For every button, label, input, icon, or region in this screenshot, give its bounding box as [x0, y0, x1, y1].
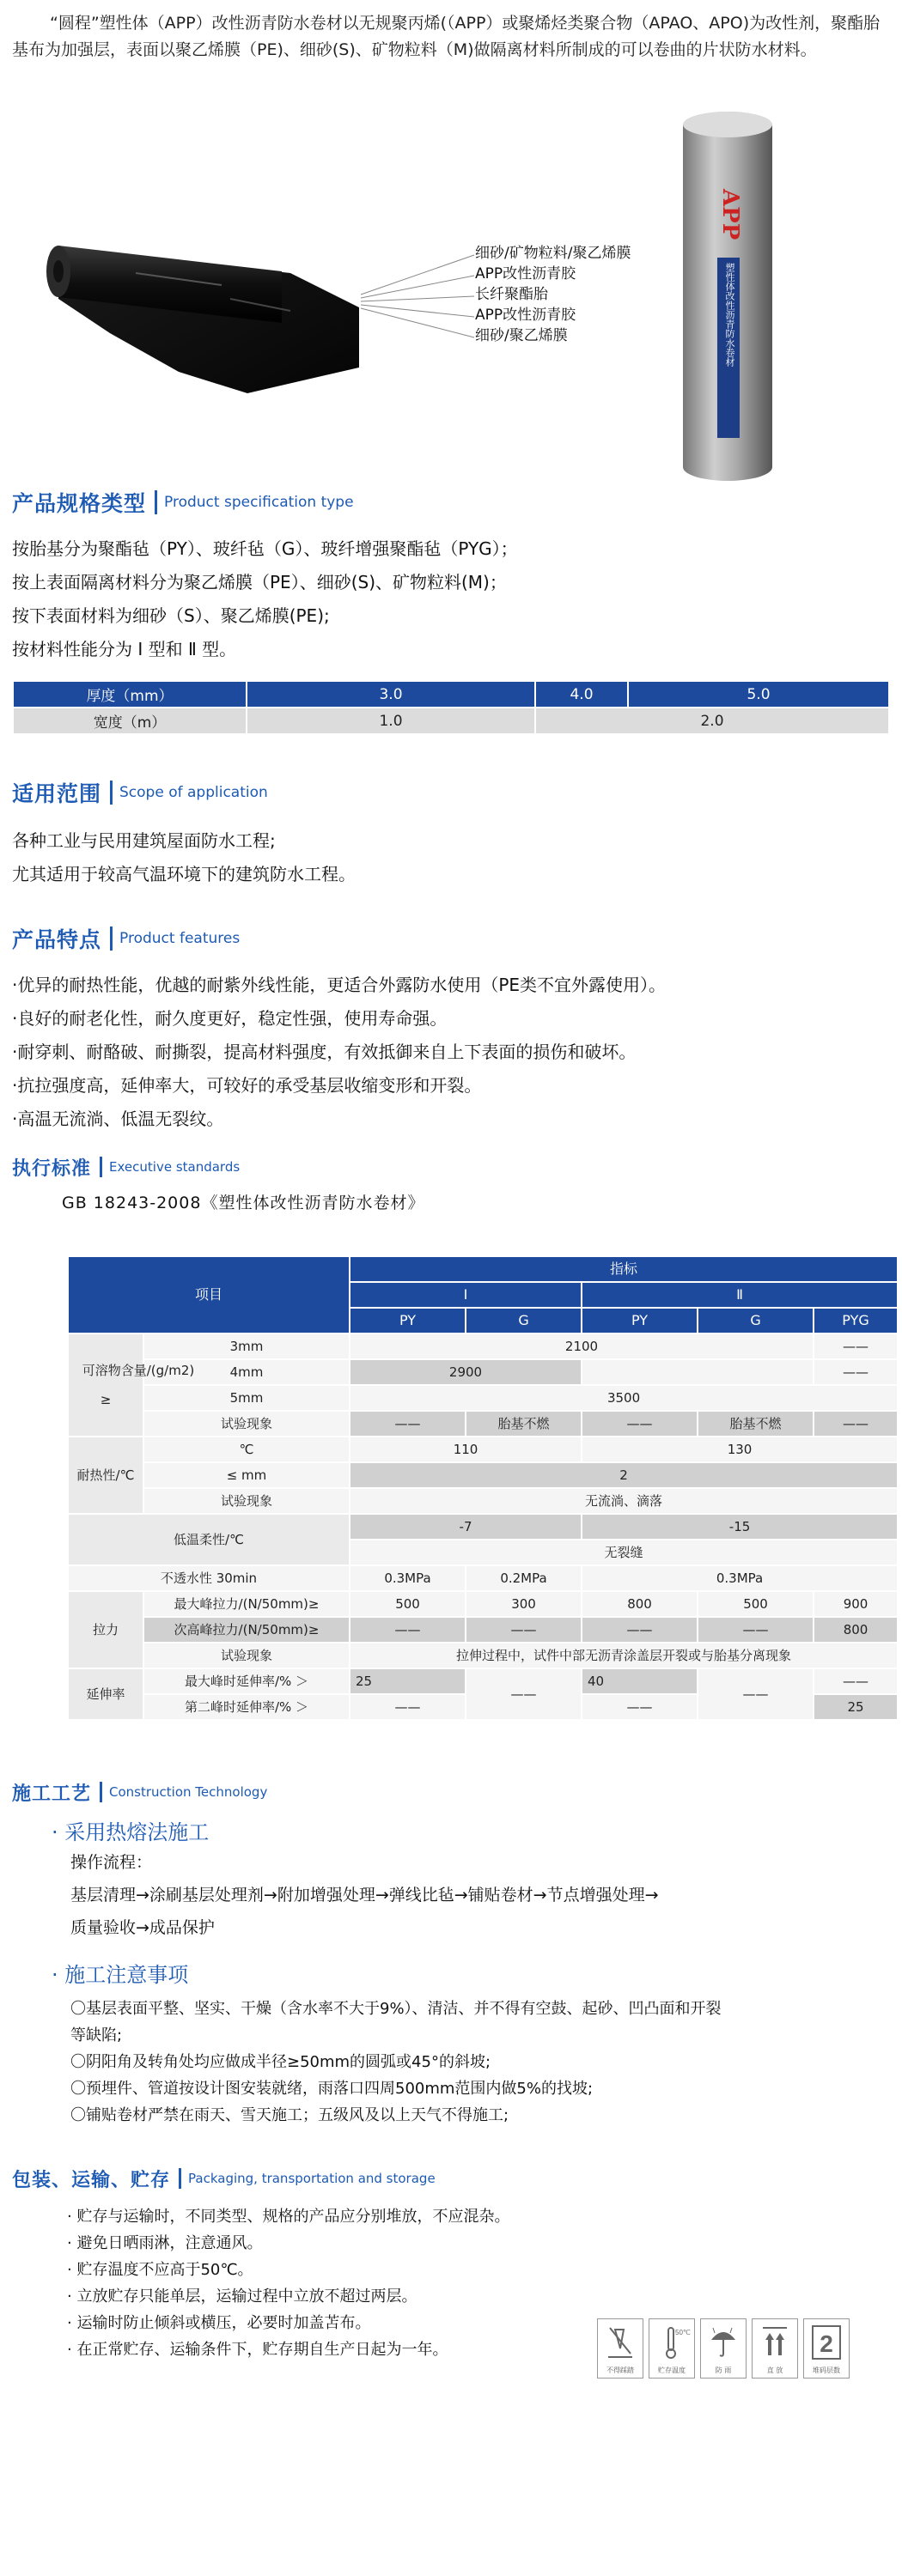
spec-line: 按材料性能分为 Ⅰ 型和 Ⅱ 型。	[12, 639, 237, 659]
cell-value: ——	[814, 1411, 898, 1437]
layer-item: 细砂/聚乙烯膜	[475, 327, 568, 344]
sub-label: 第二峰时延伸率/% ＞	[143, 1694, 350, 1720]
section-title-cn: 产品规格类型	[12, 491, 147, 516]
divider	[100, 1782, 102, 1802]
spec-section-heading	[12, 488, 354, 517]
empty-cell	[582, 1359, 814, 1385]
sub-label: 3mm	[143, 1334, 350, 1359]
heat-label: 耐热性/℃	[76, 1467, 135, 1483]
cell-value: 130	[582, 1437, 898, 1462]
sub-label: 试验现象	[143, 1488, 350, 1514]
cell-value: ——	[350, 1617, 466, 1643]
method-subtitle: · 采用热熔法施工	[52, 1820, 210, 1844]
divider	[100, 1157, 102, 1177]
section-title-cn: 产品特点	[12, 927, 102, 952]
layer-item: 长纤聚酯胎	[475, 286, 548, 303]
spec-description	[12, 532, 518, 666]
sub-label: 最大峰时延伸率/% ＞	[143, 1668, 350, 1694]
sub-label: 4mm	[143, 1359, 350, 1385]
row-label-solubles	[68, 1334, 195, 1437]
spec-line: 按下表面材料为细砂（S）、聚乙烯膜(PE);	[12, 605, 330, 626]
header-col: PY	[582, 1308, 698, 1334]
cell-value: ——	[350, 1694, 466, 1720]
storage-section-heading	[12, 2164, 436, 2193]
ge-symbol: ≥	[100, 1392, 112, 1407]
umbrella-icon	[700, 2318, 747, 2379]
cell-value: 2100	[350, 1334, 814, 1359]
layer-leader-lines	[361, 245, 477, 352]
cold-label: 低温柔性/℃	[174, 1532, 244, 1547]
sub-label: ≤ mm	[143, 1462, 350, 1488]
flow-line: 基层清理→涂刷基层处理剂→附加增强处理→弹线比毡→铺贴卷材→节点增强处理→	[70, 1886, 659, 1905]
section-title-en: Construction Technology	[109, 1784, 268, 1800]
elongation-label: 延伸率	[86, 1686, 125, 1702]
cell-value: ——	[582, 1411, 698, 1437]
construction-section-heading	[12, 1777, 267, 1807]
cell-value: 800	[814, 1617, 898, 1643]
cell-value: ——	[582, 1617, 698, 1643]
roll-product-text: 塑性体改性沥青防水卷材	[724, 263, 735, 367]
thickness-value: 4.0	[535, 681, 628, 708]
divider	[110, 927, 113, 951]
sub-label: 试验现象	[143, 1411, 350, 1437]
header-index: 指标	[350, 1256, 898, 1282]
sub-label: 最大峰拉力/(N/50mm)≥	[143, 1591, 350, 1617]
flow-steps	[70, 1879, 659, 1944]
section-title-en: Product features	[119, 930, 241, 947]
sub-label: 次高峰拉力/(N/50mm)≥	[143, 1617, 350, 1643]
upright-arrows-icon	[752, 2318, 798, 2379]
header-col: PYG	[814, 1308, 898, 1334]
flow-line: 质量验收→成品保护	[70, 1918, 215, 1937]
cell-value: ——	[698, 1617, 814, 1643]
thickness-value: 5.0	[628, 681, 889, 708]
spec-table	[12, 680, 890, 735]
intro-paragraph: “圆程”塑性体（APP）改性沥青防水卷材以无规聚丙烯(（APP）或聚烯烃类聚合物（APAO、APO)为改性剂，聚酯胎基布为加强层，表面以聚乙烯膜（PE)、细砂(S)、矿物粒料（M)做隔离材料所制成的可以卷曲的片状防水材料。	[12, 14, 881, 59]
cell-value: ——	[350, 1411, 466, 1437]
row-label-water: 不透水性 30min	[68, 1565, 350, 1591]
cell-value: ——	[814, 1359, 898, 1385]
standard-text: GB 18243-2008《塑性体改性沥青防水卷材》	[62, 1194, 425, 1212]
header-item: 项目	[68, 1256, 350, 1334]
section-title-cn: 施工工艺	[12, 1783, 92, 1805]
scope-description	[12, 824, 356, 891]
cell-value: 无裂缝	[350, 1540, 898, 1565]
width-value: 1.0	[247, 708, 535, 734]
section-title-en: Product specification type	[164, 494, 354, 511]
temperature-value: 50℃	[675, 2329, 691, 2336]
note-line: 〇铺贴卷材严禁在雨天、雪天施工；五级风及以上天气不得施工;	[70, 2106, 509, 2124]
stack-limit-icon	[803, 2318, 850, 2379]
membrane-roll-image	[33, 222, 359, 393]
flow-label: 操作流程：	[70, 1853, 153, 1872]
scope-line: 尤其适用于较高气温环境下的建筑防水工程。	[12, 864, 356, 884]
spec-line: 按上表面隔离材料分为聚乙烯膜（PE）、细砂(S)、矿物粒料(M)；	[12, 572, 507, 592]
cell-value: 40	[582, 1668, 698, 1694]
cell-value: 胎基不燃	[466, 1411, 582, 1437]
section-title-en: Executive standards	[109, 1159, 241, 1175]
feature-item: ·高温无流淌、低温无裂纹。	[12, 1109, 224, 1129]
icon-caption: 贮存温度	[658, 2366, 686, 2374]
spec-line: 按胎基分为聚酯毡（PY）、玻纤毡（G）、玻纤增强聚酯毡（PYG）；	[12, 538, 518, 559]
cell-value: 0.2MPa	[466, 1565, 582, 1591]
indicator-table	[67, 1255, 899, 1721]
cell-value: 500	[350, 1591, 466, 1617]
icon-caption: 防 雨	[715, 2366, 732, 2374]
cell-value: ——	[466, 1617, 582, 1643]
note-line: 〇基层表面平整、坚实、干燥（含水率不大于9%）、清洁、并不得有空鼓、起砂、凹凸面和开裂	[70, 2000, 722, 2018]
cell-value: ——	[814, 1334, 898, 1359]
thickness-value: 3.0	[247, 681, 535, 708]
features-list	[12, 969, 666, 1136]
section-title-cn: 执行标准	[12, 1157, 92, 1180]
scope-section-heading	[12, 778, 268, 807]
row-label-heat	[68, 1437, 143, 1514]
cell-value: 2900	[350, 1359, 582, 1385]
header-col: G	[698, 1308, 814, 1334]
cell-value: -15	[582, 1514, 898, 1540]
cell-value: ——	[466, 1668, 582, 1720]
header-col: PY	[350, 1308, 466, 1334]
storage-item: · 避免日晒雨淋，注意通风。	[67, 2234, 263, 2252]
note-line: 等缺陷;	[70, 2026, 123, 2044]
storage-item: · 贮存与运输时，不同类型、规格的产品应分别堆放，不应混杂。	[67, 2208, 510, 2226]
feature-item: ·优异的耐热性能，优越的耐紫外线性能，更适合外露防水使用（PE类不宜外露使用）。	[12, 975, 667, 995]
temperature-icon	[649, 2318, 695, 2379]
storage-item: · 运输时防止倾斜或横压，必要时加盖苫布。	[67, 2314, 371, 2332]
layer-item: APP改性沥青胶	[475, 265, 576, 283]
divider	[155, 490, 157, 514]
icon-caption: 堆码层数	[813, 2366, 840, 2374]
cell-value: 25	[350, 1668, 466, 1694]
scope-line: 各种工业与民用建筑屋面防水工程;	[12, 830, 276, 851]
feature-item: ·耐穿刺、耐酪破、耐撕裂，提高材料强度，有效抵御来自上下表面的损伤和破坏。	[12, 1042, 637, 1062]
storage-item: · 在正常贮存、运输条件下，贮存期自生产日起为一年。	[67, 2341, 448, 2359]
notes-subtitle: · 施工注意事项	[52, 1963, 189, 1987]
width-label: 宽度（m）	[13, 708, 247, 734]
cell-value: 110	[350, 1437, 582, 1462]
features-section-heading	[12, 924, 240, 953]
cell-value: 胎基不燃	[698, 1411, 814, 1437]
product-roll-image	[683, 112, 772, 481]
tensile-label: 拉力	[92, 1622, 119, 1637]
note-line: 〇预埋件、管道按设计图安装就绪，雨落口四周500mm范围内做5%的找坡;	[70, 2080, 594, 2098]
cell-value: ——	[698, 1668, 814, 1720]
row-label-elongation	[68, 1668, 143, 1720]
construction-notes	[70, 1996, 722, 2129]
header-grade-1: Ⅰ	[350, 1282, 582, 1308]
sub-label: 试验现象	[143, 1643, 350, 1668]
cell-value: ——	[582, 1694, 698, 1720]
row-label-tensile	[68, 1591, 143, 1668]
width-value: 2.0	[535, 708, 889, 734]
roll-brand-label: APP	[717, 189, 743, 240]
icon-caption: 不得踩踏	[606, 2366, 634, 2374]
note-line: 〇阴阳角及转角处均应做成半径≥50mm的圆弧或45°的斜坡;	[70, 2053, 491, 2071]
divider	[179, 2168, 181, 2189]
header-grade-2: Ⅱ	[582, 1282, 898, 1308]
storage-item: · 立放贮存只能单层，运输过程中立放不超过两层。	[67, 2287, 417, 2306]
icon-caption: 直 放	[766, 2366, 783, 2374]
cell-value: 900	[814, 1591, 898, 1617]
feature-item: ·良好的耐老化性，耐久度更好，稳定性强，使用寿命强。	[12, 1008, 448, 1029]
cell-value: ——	[814, 1668, 898, 1694]
stack-limit-value: 2	[820, 2330, 833, 2357]
solubles-label: 可溶物含量/(g/m2)	[82, 1363, 195, 1378]
section-title-cn: 适用范围	[12, 781, 102, 806]
cell-value: 25	[814, 1694, 898, 1720]
layer-list	[475, 243, 631, 346]
storage-icons	[597, 2318, 850, 2379]
section-title-en: Packaging, transportation and storage	[188, 2171, 436, 2186]
standard-section-heading	[12, 1152, 240, 1182]
cell-value: -7	[350, 1514, 582, 1540]
layer-item: 细砂/矿物粒料/聚乙烯膜	[475, 245, 631, 262]
section-title-cn: 包装、运输、贮存	[12, 2169, 171, 2191]
sub-label: ℃	[143, 1437, 350, 1462]
cell-value: 2	[350, 1462, 898, 1488]
row-label-cold	[68, 1514, 350, 1565]
feature-item: ·抗拉强度高，延伸率大，可较好的承受基层收缩变形和开裂。	[12, 1075, 482, 1096]
no-stepping-icon	[597, 2318, 643, 2379]
cell-value: 300	[466, 1591, 582, 1617]
section-title-en: Scope of application	[119, 784, 268, 801]
cell-value: 3500	[350, 1385, 898, 1411]
storage-item: · 贮存温度不应高于50℃。	[67, 2261, 253, 2279]
thickness-label: 厚度（mm）	[13, 681, 247, 708]
layer-item: APP改性沥青胶	[475, 307, 576, 324]
divider	[110, 781, 113, 805]
cell-value: 无流淌、滴落	[350, 1488, 898, 1514]
cell-value: 800	[582, 1591, 698, 1617]
cell-value: 拉伸过程中，试件中部无沥青涂盖层开裂或与胎基分离现象	[350, 1643, 898, 1668]
header-col: G	[466, 1308, 582, 1334]
storage-list	[67, 2203, 509, 2363]
cell-value: 0.3MPa	[582, 1565, 898, 1591]
sub-label: 5mm	[143, 1385, 350, 1411]
cell-value: 0.3MPa	[350, 1565, 466, 1591]
cell-value: 500	[698, 1591, 814, 1617]
